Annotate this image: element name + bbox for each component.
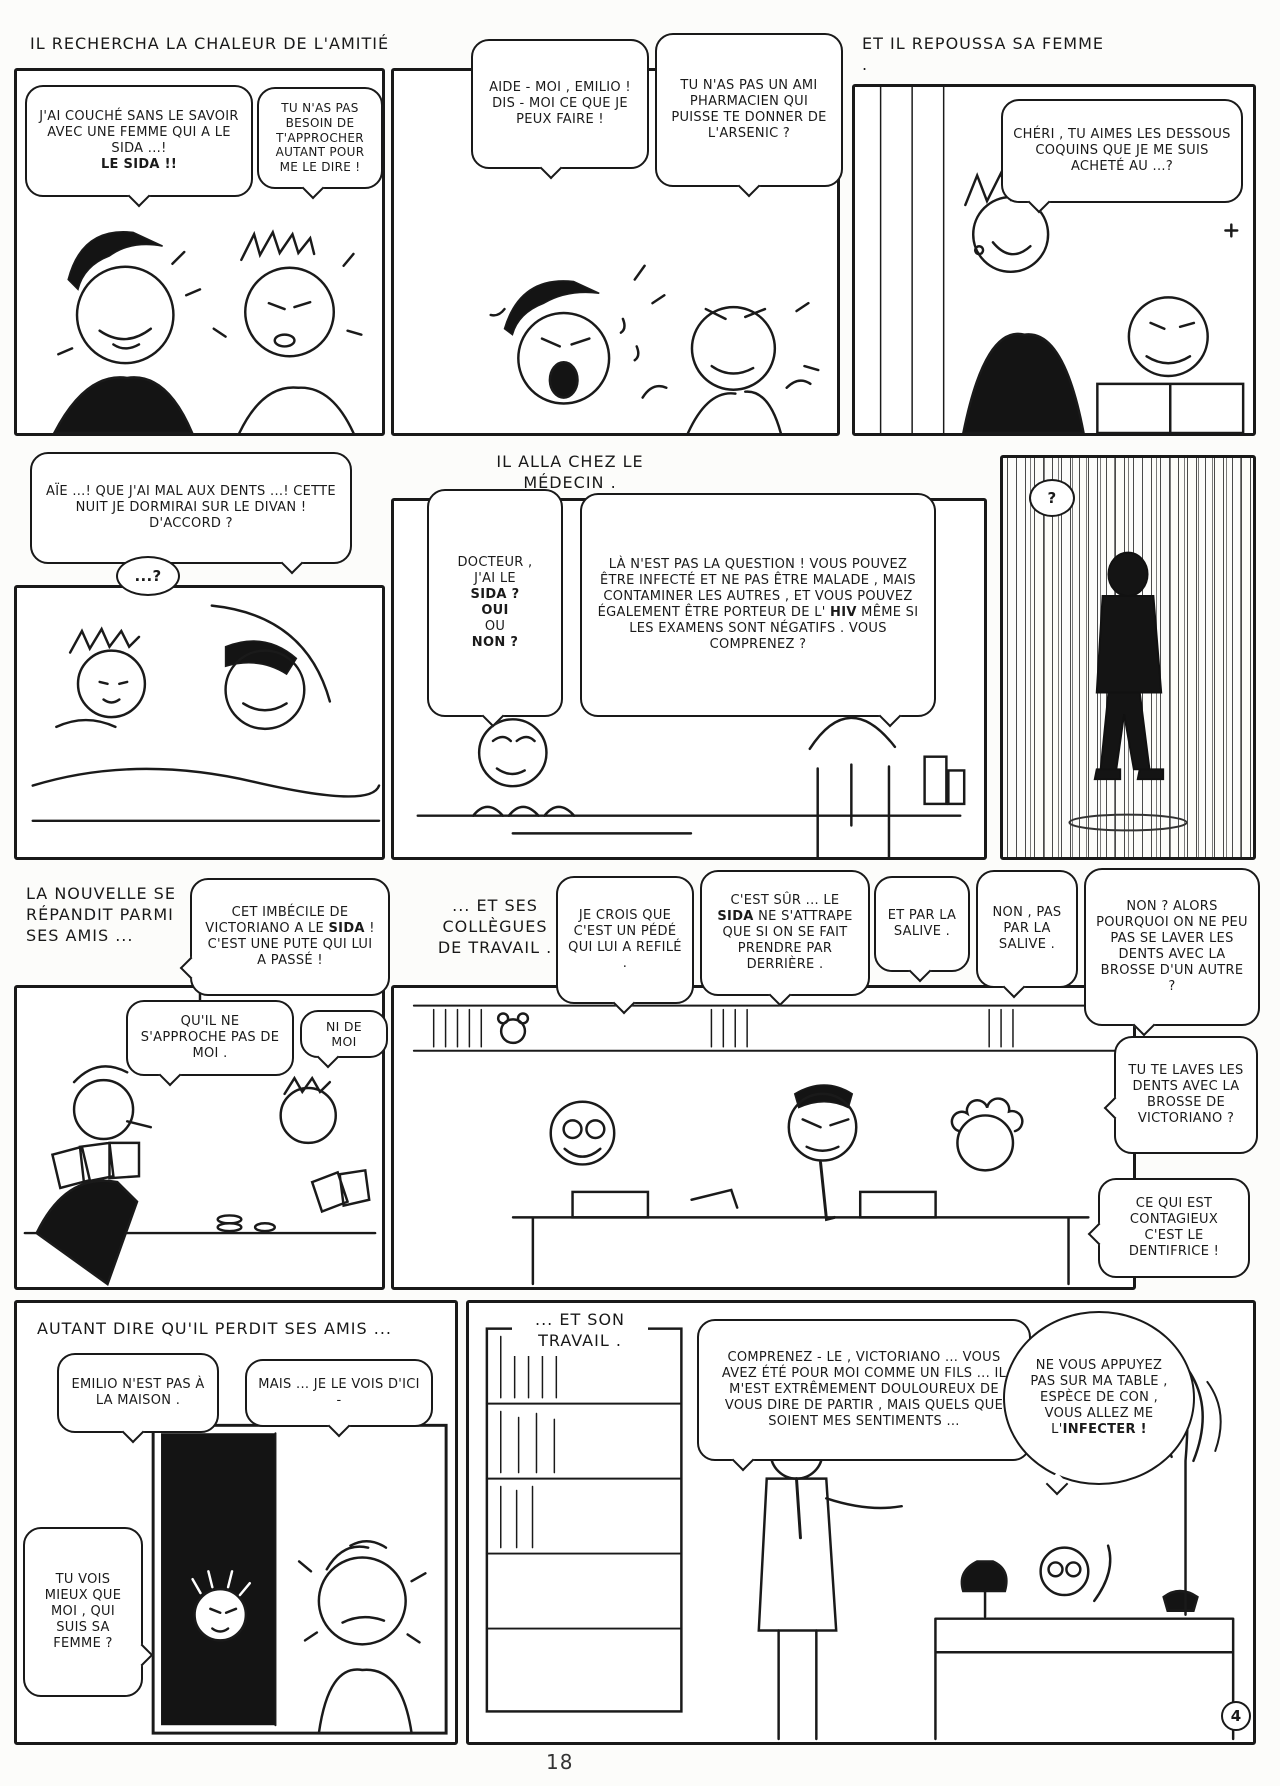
speech-bubble-toothbrush-why (1084, 868, 1260, 1026)
panel-fired (466, 1300, 1256, 1745)
speech-bubble-doctor-question (427, 489, 563, 717)
bubble-text: CE QUI EST CONTAGIEUX C'EST LE DENTIFRICE ! (1128, 1196, 1220, 1259)
bubble-text: TU VOIS MIEUX QUE MOI , QUI SUIS SA FEMME ? (44, 1572, 122, 1651)
bubble-text: LÀ N'EST PAS LA QUESTION ! VOUS POUVEZ ÊTRE INFECTÉ ET NE PAS ÊTRE MALADE , MAIS CONTAMINER LES AUTRES , ET VOUS POUVEZ ÉGALEMENT ÊTRE PORTEUR DE L' (597, 557, 916, 620)
bubble-text: QU'IL NE S'APPROCHE PAS DE MOI . (140, 1014, 280, 1061)
bubble-text-bold: NON ? (471, 634, 519, 650)
speech-bubble-not-near-me (126, 1000, 294, 1076)
speech-bubble-doctor-answer (580, 493, 936, 717)
caption-row4-friends-lost: AUTANT DIRE QU'IL PERDIT SES AMIS ... (37, 1319, 392, 1338)
bubble-text: EMILIO N'EST PAS À LA MAISON . (71, 1377, 205, 1408)
bubble-tail (180, 957, 203, 980)
speech-bubble-confession (25, 85, 253, 197)
panel-confession (14, 68, 385, 436)
bubble-text: J'AI LE (474, 571, 516, 587)
bubble-tail (1133, 1014, 1156, 1037)
panel-divan (14, 585, 385, 860)
bubble-tail (909, 960, 932, 983)
bubble-text: ? (1047, 488, 1057, 507)
bubble-text: NE S'ATTRAPE QUE SI ON SE FAIT PRENDRE PAR DERRIÈRE . (722, 909, 853, 972)
bubble-text-bold: LE SIDA !! (100, 156, 178, 172)
bubble-text: DOCTEUR , (457, 555, 533, 571)
caption-row1-right: ET IL REPOUSSA SA FEMME . (862, 34, 1105, 74)
speech-bubble-lingerie (1001, 99, 1243, 203)
speech-bubble-gossip (190, 878, 390, 996)
speech-bubble-toothbrush-question (1114, 1036, 1258, 1154)
panel-artwork (394, 988, 1133, 1287)
bubble-text: NON ? ALORS POURQUOI ON NE PEU PAS SE LAVER LES DENTS AVEC LA BROSSE D'UN AUTRE ? (1096, 899, 1248, 994)
speech-bubble-emilio-away (57, 1353, 219, 1433)
speech-bubble-see-him (245, 1359, 433, 1427)
bubble-text: ...? (134, 566, 162, 585)
speech-bubble-toothpaste (1098, 1178, 1250, 1278)
bubble-text: CET IMBÉCILE DE VICTORIANO A LE (205, 905, 349, 937)
panel-artwork (1003, 458, 1253, 857)
bubble-text: NE VOUS APPUYEZ PAS SUR MA TABLE , ESPÈCE DE CON , VOUS ALLEZ ME L' (1030, 1358, 1168, 1437)
thought-bubble-wife (116, 556, 180, 596)
bubble-text: NON , PAS PAR LA SALIVE . (992, 905, 1062, 952)
bubble-text-group (1023, 1358, 1175, 1437)
bubble-tail (281, 552, 304, 575)
bubble-text: TU N'AS PAS UN AMI PHARMACIEN QUI PUISSE TE DONNER DE L'ARSENIC ? (671, 78, 827, 141)
caption-row3-colleagues: ... ET SES COLLÈGUES DE TRAVAIL . (437, 896, 553, 957)
speech-bubble-nor-me (300, 1010, 388, 1058)
bubble-text: CHÉRI , TU AIMES LES DESSOUS COQUINS QUE JE ME SUIS ACHETÉ AU ...? (1013, 127, 1231, 174)
bubble-text-bold: OUI (481, 603, 509, 618)
bubble-text: OU (484, 618, 506, 634)
speech-bubble-not-saliva (976, 870, 1078, 988)
speech-bubble-sure (700, 870, 870, 996)
speech-bubble-infect-table (1003, 1311, 1195, 1485)
speech-bubble-pharmacist (655, 33, 843, 187)
panel-help-me (391, 68, 840, 436)
bubble-text-bold: HIV (830, 605, 857, 620)
page-number: 18 (546, 1750, 574, 1774)
panel-pushed-wife (852, 84, 1256, 436)
bubble-text-bold: SIDA (717, 909, 754, 925)
bubble-text: TU TE LAVES LES DENTS AVEC LA BROSSE DE VICTORIANO ? (1128, 1063, 1244, 1126)
panel-office-colleagues (391, 985, 1136, 1290)
speech-bubble-coworker-guess (556, 876, 694, 1004)
speech-bubble-toothache (30, 452, 352, 564)
caption-row3-friends: LA NOUVELLE SE RÉPANDIT PARMI SES AMIS ... (26, 884, 176, 945)
speech-bubble-keep-distance (257, 87, 383, 189)
bubble-text-bold: SIDA (328, 921, 365, 937)
bubble-text: AIDE - MOI , EMILIO ! DIS - MOI CE QUE JE PEUX FAIRE ! (489, 80, 631, 127)
panel-lost-friends (14, 1300, 458, 1745)
bubble-text: AÏE ...! QUE J'AI MAL AUX DENTS ...! CETTE NUIT JE DORMIRAI SUR LE DIVAN ! D'ACCORD ? (46, 484, 336, 531)
bubble-text-group (592, 557, 924, 652)
bubble-text-bold: INFECTER ! (1062, 1421, 1147, 1437)
speech-bubble-boss (697, 1319, 1031, 1461)
thought-bubble-rain (1029, 479, 1075, 517)
bubble-text: MAIS ... JE LE VOIS D'ICI - (258, 1377, 420, 1408)
bubble-text: NI DE MOI (325, 1018, 363, 1049)
bubble-text: MÊME SI LES EXAMENS SONT NÉGATIFS . VOUS COMPRENEZ ? (629, 605, 919, 652)
bubble-text: J'AI COUCHÉ SANS LE SAVOIR AVEC UNE FEMME QUI A LE SIDA ...! (39, 109, 239, 156)
caption-row4-work: ... ET SON TRAVAIL . (512, 1306, 648, 1356)
panel-artwork (17, 588, 382, 857)
speech-bubble-saliva (874, 876, 970, 972)
caption-row1-intro: IL RECHERCHA LA CHALEUR DE L'AMITIÉ (30, 34, 390, 53)
bubble-text: ET PAR LA SALIVE . (887, 908, 957, 939)
panel-number-text: 4 (1230, 1707, 1242, 1725)
bubble-text: COMPRENEZ - LE , VICTORIANO ... VOUS AVEZ ÉTÉ POUR MOI COMME UN FILS ... IL M'EST EXTRÊMEMENT DOULOUREUX DE VOUS DIRE DE PARTIR , MAIS QUELS QUE SOIENT MES SENTIMENTS ... (721, 1350, 1007, 1429)
bubble-text-group (202, 905, 378, 968)
panel-doctor (391, 498, 987, 860)
bubble-text: C'EST SÛR ... LE (730, 893, 840, 909)
bubble-text-group (712, 893, 858, 972)
speech-bubble-help-me (471, 39, 649, 169)
bubble-text: ! C'EST UNE PUTE QUI LUI A PASSÉ ! (207, 921, 375, 968)
panel-number-badge (1221, 1701, 1251, 1731)
speech-bubble-wife-sees (23, 1527, 143, 1697)
caption-row2-doctor: IL ALLA CHEZ LE MÉDECIN . (496, 452, 644, 492)
bubble-text: JE CROIS QUE C'EST UN PÉDÉ QUI LUI A REFILÉ . (568, 908, 682, 971)
bubble-text: TU N'AS PAS BESOIN DE T'APPROCHER AUTANT POUR ME LE DIRE ! (275, 101, 365, 174)
bubble-text-bold: SIDA ? (470, 587, 520, 603)
panel-rain (1000, 455, 1256, 860)
